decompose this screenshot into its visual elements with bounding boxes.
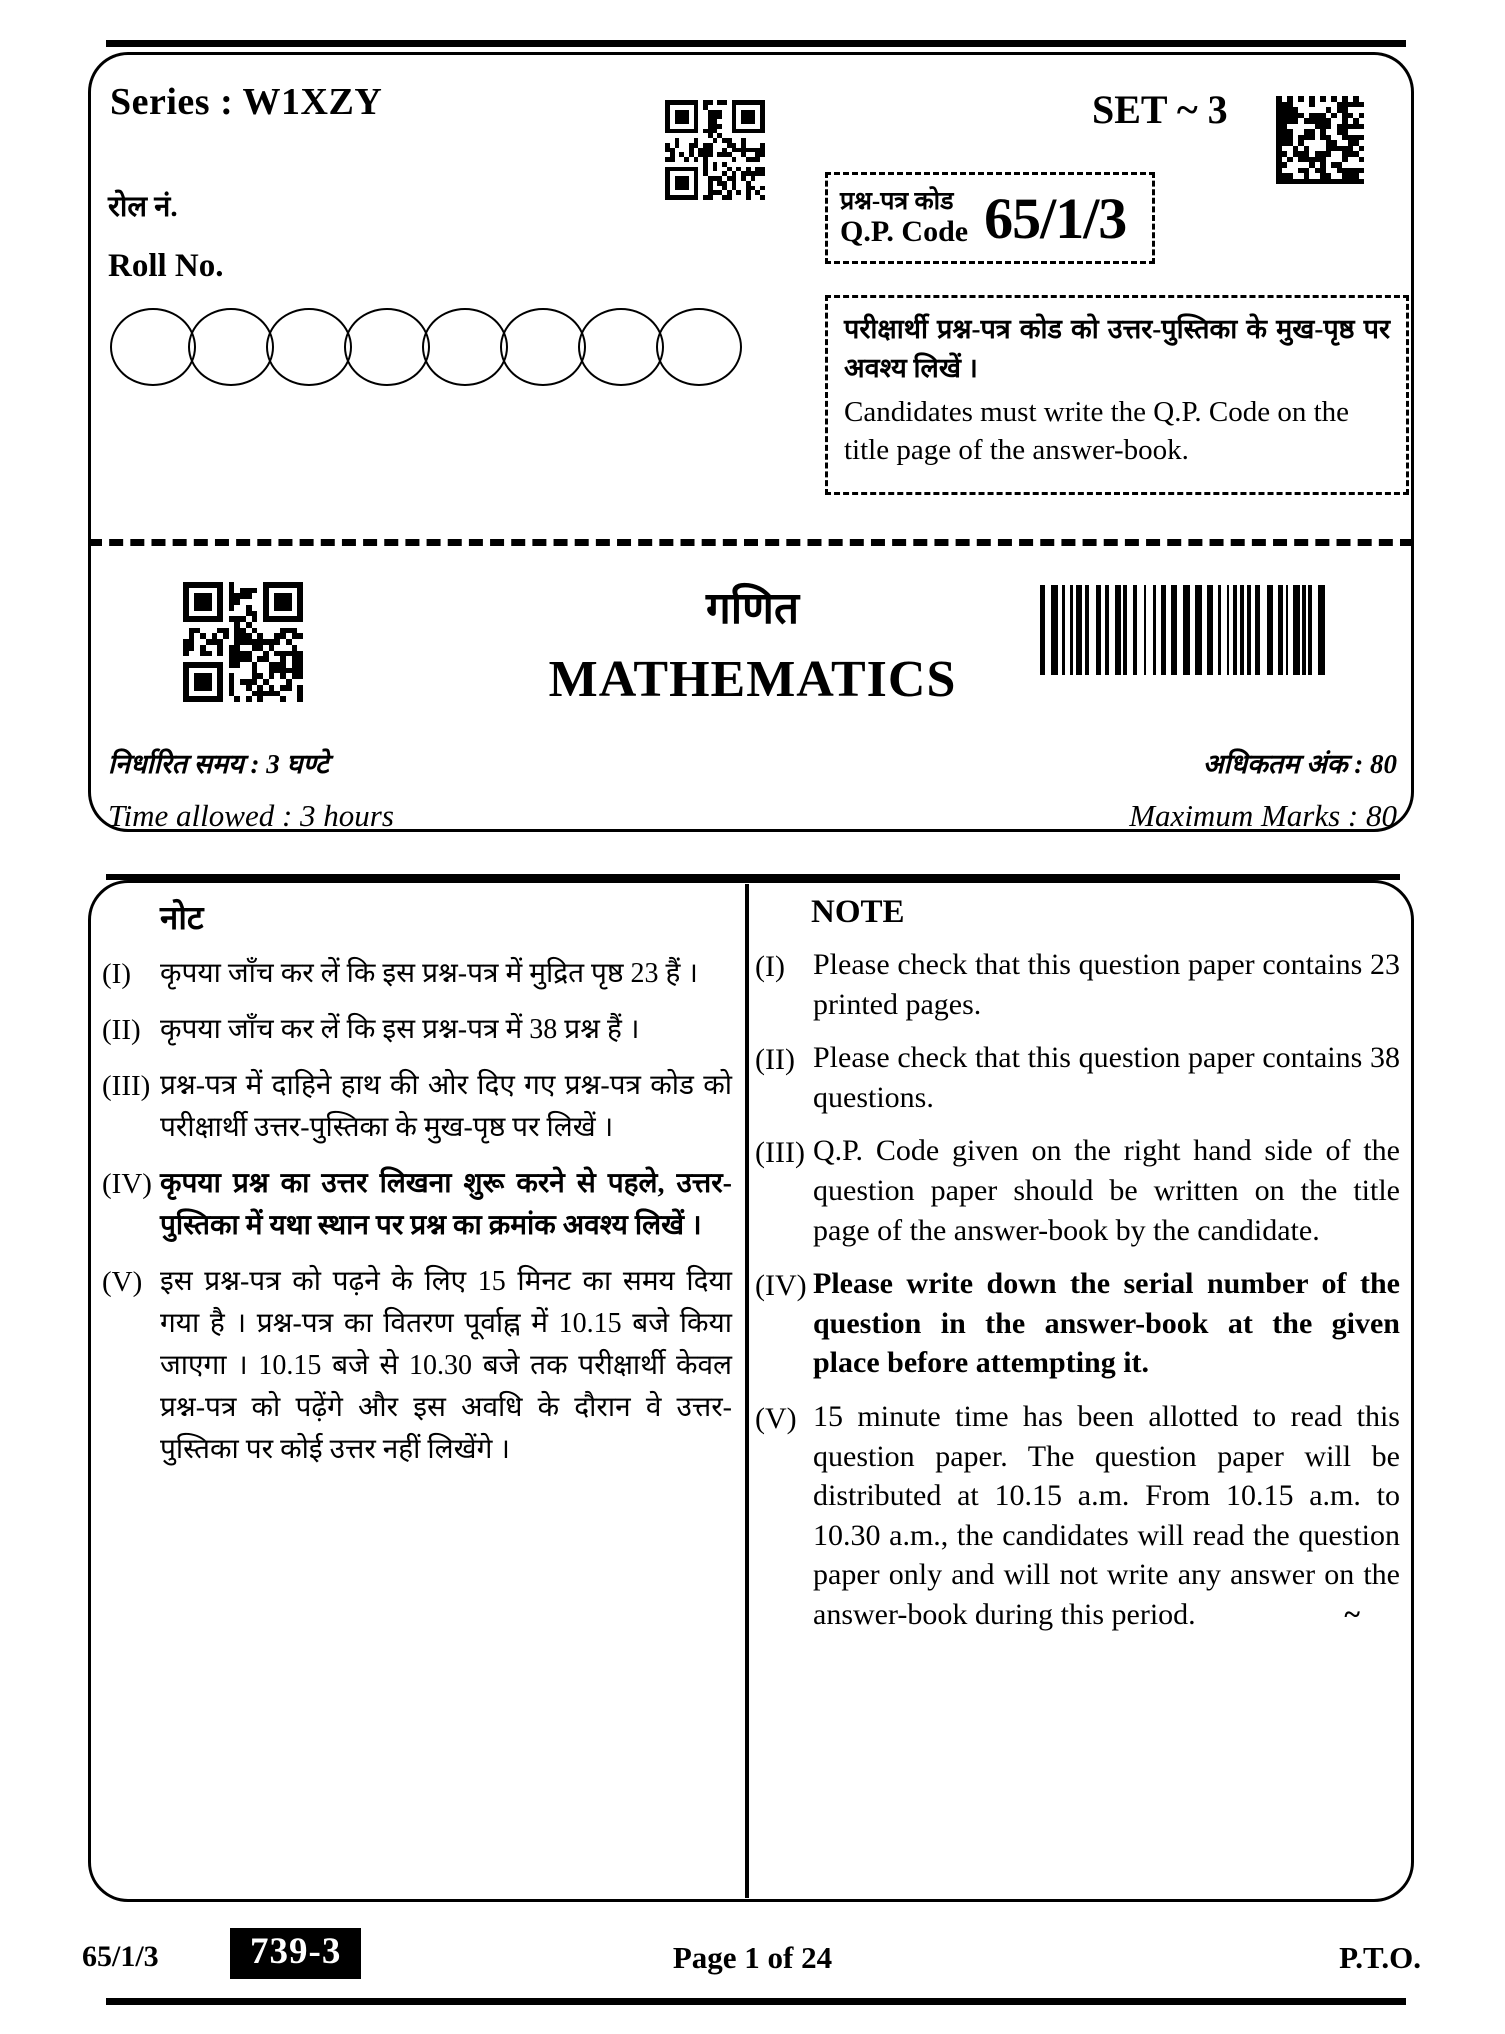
note-end-mark: ~ — [1344, 1597, 1360, 1631]
note-column-hindi — [102, 886, 742, 1471]
note-title-hindi: नोट — [160, 901, 204, 937]
roll-no-label-hindi: रोल नं. — [108, 191, 178, 223]
note-item-text: 15 minute time has been allotted to read this question paper. The question paper will be distributed at 10.15 a.m. From 10.15 a.m. to 10.30 a.m., the candidates will read the question paper only and will not write any answer on the answer-book during this period. ~ — [813, 1397, 1410, 1635]
footer-page-number: Page 1 of 24 — [672, 1940, 833, 1975]
datamatrix-icon — [1276, 96, 1364, 184]
note-item-number: (IV) — [755, 1269, 807, 1303]
note-item — [755, 1038, 1410, 1117]
time-allowed-english: Time allowed : 3 hours — [108, 798, 394, 833]
roll-digit-oval[interactable] — [110, 308, 196, 386]
note-item — [755, 1397, 1410, 1635]
note-item-number: (I) — [755, 950, 785, 983]
note-title-english: NOTE — [811, 894, 905, 930]
note-item-text: Q.P. Code given on the right hand side of the question paper should be written on the title page of the answer-book by the candidate. — [813, 1134, 1400, 1247]
note-item-number: (V) — [102, 1266, 143, 1299]
footer-qp-code: 65/1/3 — [82, 1940, 159, 1973]
barcode-icon — [1040, 585, 1325, 675]
maximum-marks-hindi: अधिकतम अंक : 80 — [1202, 749, 1397, 779]
note-item-number: (V) — [755, 1401, 797, 1435]
note-item — [102, 1261, 742, 1471]
note-item-number: (II) — [102, 1014, 141, 1047]
roll-no-label-english: Roll No. — [108, 248, 224, 284]
note-column-divider — [745, 884, 749, 1898]
roll-digit-oval[interactable] — [500, 308, 586, 386]
subject-title-english: MATHEMATICS — [548, 651, 957, 708]
note-item — [102, 1065, 742, 1149]
roll-digit-oval[interactable] — [578, 308, 664, 386]
note-item-text: Please write down the serial number of the question in the answer-book at the given place before attempting it. — [813, 1267, 1400, 1380]
note-item — [102, 1009, 742, 1051]
qr-code-icon — [665, 100, 765, 200]
page-bottom-rule — [106, 1998, 1406, 2005]
qp-code-label-english: Q.P. Code — [840, 215, 969, 248]
note-item-text: कृपया जाँच कर लें कि इस प्रश्न-पत्र में 38 प्रश्न हैं । — [160, 1014, 640, 1046]
note-item — [755, 945, 1410, 1024]
note-item — [755, 1131, 1410, 1250]
maximum-marks-english: Maximum Marks : 80 — [1129, 798, 1397, 833]
note-item-number: (II) — [755, 1043, 795, 1077]
subject-title-hindi: गणित — [705, 584, 800, 633]
note-item-number: (I) — [102, 958, 131, 990]
qp-code-value: 65/1/3 — [984, 185, 1127, 251]
roll-digit-oval[interactable] — [422, 308, 508, 386]
roll-number-boxes[interactable] — [110, 308, 734, 386]
series-label: Series : W1XZY — [110, 81, 383, 123]
set-label: SET ~ 3 — [1092, 87, 1228, 132]
note-item — [102, 1163, 742, 1247]
candidate-instruction-english: Candidates must write the Q.P. Code on the title page of the answer-book. — [844, 396, 1350, 466]
qp-code-box — [825, 172, 1155, 264]
note-item-text: Please check that this question paper contains 23 printed pages. — [813, 948, 1400, 1021]
note-item — [755, 1264, 1410, 1383]
note-item-text: Please check that this question paper contains 38 questions. — [813, 1041, 1400, 1114]
qp-code-label-hindi: प्रश्न-पत्र कोड — [840, 188, 954, 215]
roll-digit-oval[interactable] — [188, 308, 274, 386]
footer-batch-code: 739-3 — [230, 1928, 361, 1979]
note-item-number: (IV) — [102, 1168, 152, 1201]
note-column-english — [755, 886, 1410, 1635]
note-item-text: प्रश्न-पत्र में दाहिने हाथ की ओर दिए गए प्रश्न-पत्र कोड को परीक्षार्थी उत्तर-पुस्तिका के मुख-पृष्ठ पर लिखें । — [160, 1070, 732, 1144]
candidate-instruction-hindi: परीक्षार्थी प्रश्न-पत्र कोड को उत्तर-पुस्तिका के मुख-पृष्ठ पर अवश्य लिखें । — [844, 314, 1390, 384]
note-item-text: इस प्रश्न-पत्र को पढ़ने के लिए 15 मिनट का समय दिया गया है । प्रश्न-पत्र का वितरण पूर्वाह्न में 10.15 बजे किया जाएगा । 10.15 बजे से 10.30 बजे तक परीक्षार्थी केवल प्रश्न-पत्र को पढ़ेंगे और इस अवधि के दौरान वे उत्तर-पुस्तिका पर कोई उत्तर नहीं लिखेंगे । — [160, 1266, 732, 1466]
time-allowed-hindi: निर्धारित समय : 3 घण्टे — [108, 749, 329, 779]
note-item-text: कृपया प्रश्न का उत्तर लिखना शुरू करने से पहले, उत्तर-पुस्तिका में यथा स्थान पर प्रश्न का क्रमांक अवश्य लिखें । — [160, 1168, 732, 1242]
roll-digit-oval[interactable] — [266, 308, 352, 386]
page-footer — [0, 1932, 1505, 1992]
candidate-instruction-box — [825, 295, 1409, 495]
note-item-text: कृपया जाँच कर लें कि इस प्रश्न-पत्र में मुद्रित पृष्ठ 23 हैं । — [160, 958, 698, 989]
footer-pto: P.T.O. — [1339, 1940, 1421, 1975]
note-item-number: (III) — [102, 1070, 151, 1103]
page-top-rule — [106, 40, 1406, 47]
roll-digit-oval[interactable] — [344, 308, 430, 386]
note-item-number: (III) — [755, 1136, 805, 1170]
note-item — [102, 953, 742, 995]
roll-digit-oval[interactable] — [656, 308, 742, 386]
